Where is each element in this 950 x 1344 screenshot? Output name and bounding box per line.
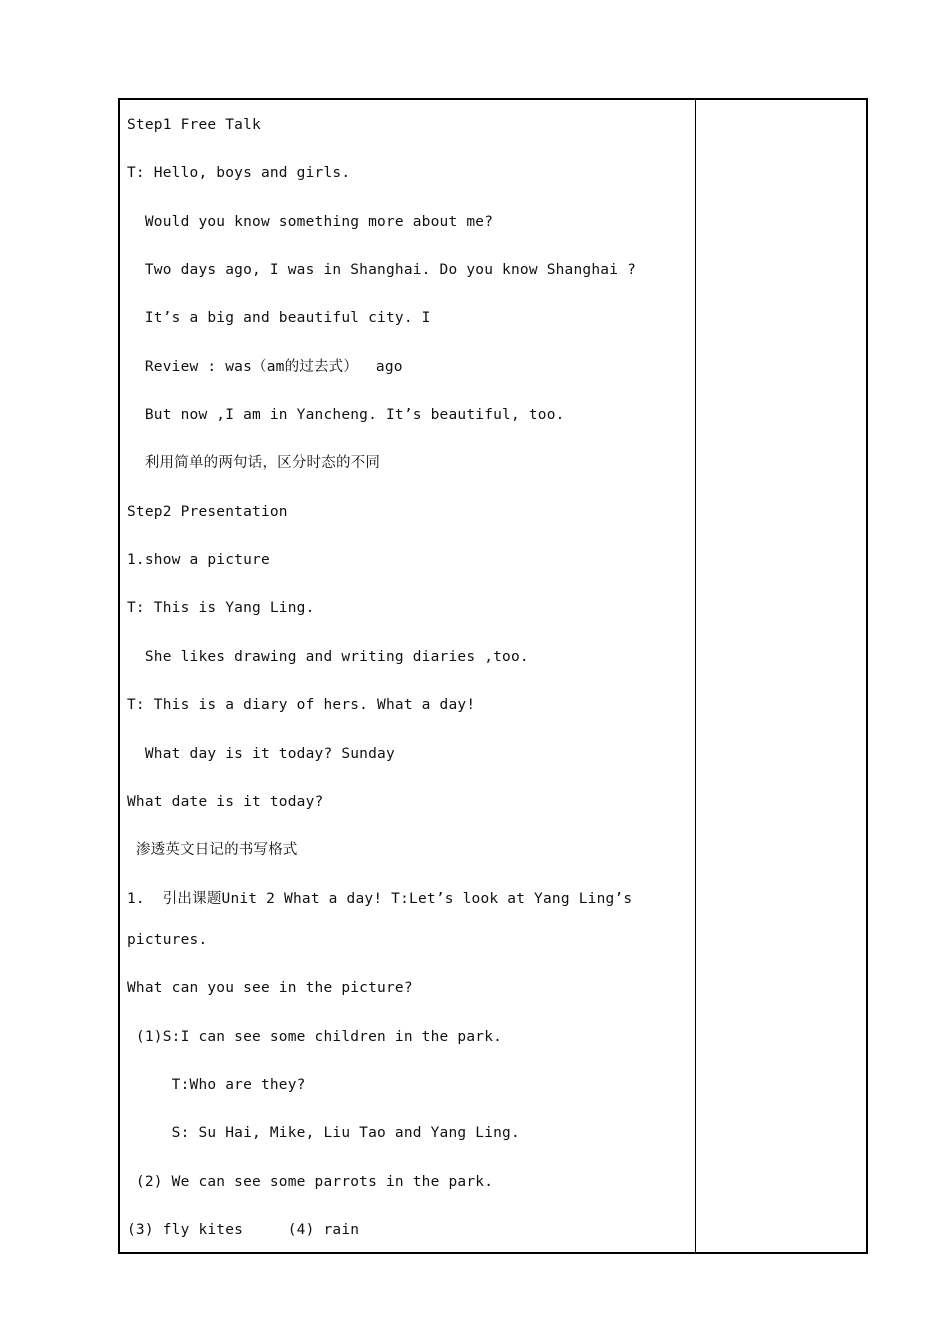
text-line: T: This is Yang Ling. [127,600,315,616]
text-line: 1. 引出课题Unit 2 What a day! T:Let’s look at Yang Ling’s [127,891,633,907]
text-line: 1.show a picture [127,552,270,568]
text-line: Review : was（am的过去式） ago [127,359,403,375]
lesson-content-cell [120,100,695,1252]
text-line: It’s a big and beautiful city. I [127,310,431,326]
text-line: Step1 Free Talk [127,117,261,133]
text-line: T:Who are they? [127,1077,306,1093]
text-line: T: Hello, boys and girls. [127,165,351,181]
notes-column-cell [696,100,866,1252]
text-line: 渗透英文日记的书写格式 [127,842,298,858]
text-line: 利用简单的两句话，区分时态的不同 [127,455,381,471]
section-heading: Step2 Presentation [127,504,288,520]
text-line: What date is it today? [127,794,324,810]
text-line: Two days ago, I was in Shanghai. Do you know Shanghai ? [127,262,636,278]
text-line: T: This is a diary of hers. What a day! [127,697,476,713]
text-line: Would you know something more about me? [127,214,494,230]
text-line: (2) We can see some parrots in the park. [127,1174,494,1190]
text-line: (1)S:I can see some children in the park. [127,1029,503,1045]
text-line: She likes drawing and writing diaries ,too. [127,649,529,665]
text-line: (3) fly kites (4) rain [127,1222,360,1238]
text-line: But now ,I am in Yancheng. It’s beautiful, too. [127,407,565,423]
text-line: pictures. [127,932,208,948]
text-line: What day is it today? Sunday [127,746,395,762]
text-line: S: Su Hai, Mike, Liu Tao and Yang Ling. [127,1125,520,1141]
text-line: What can you see in the picture? [127,980,413,996]
